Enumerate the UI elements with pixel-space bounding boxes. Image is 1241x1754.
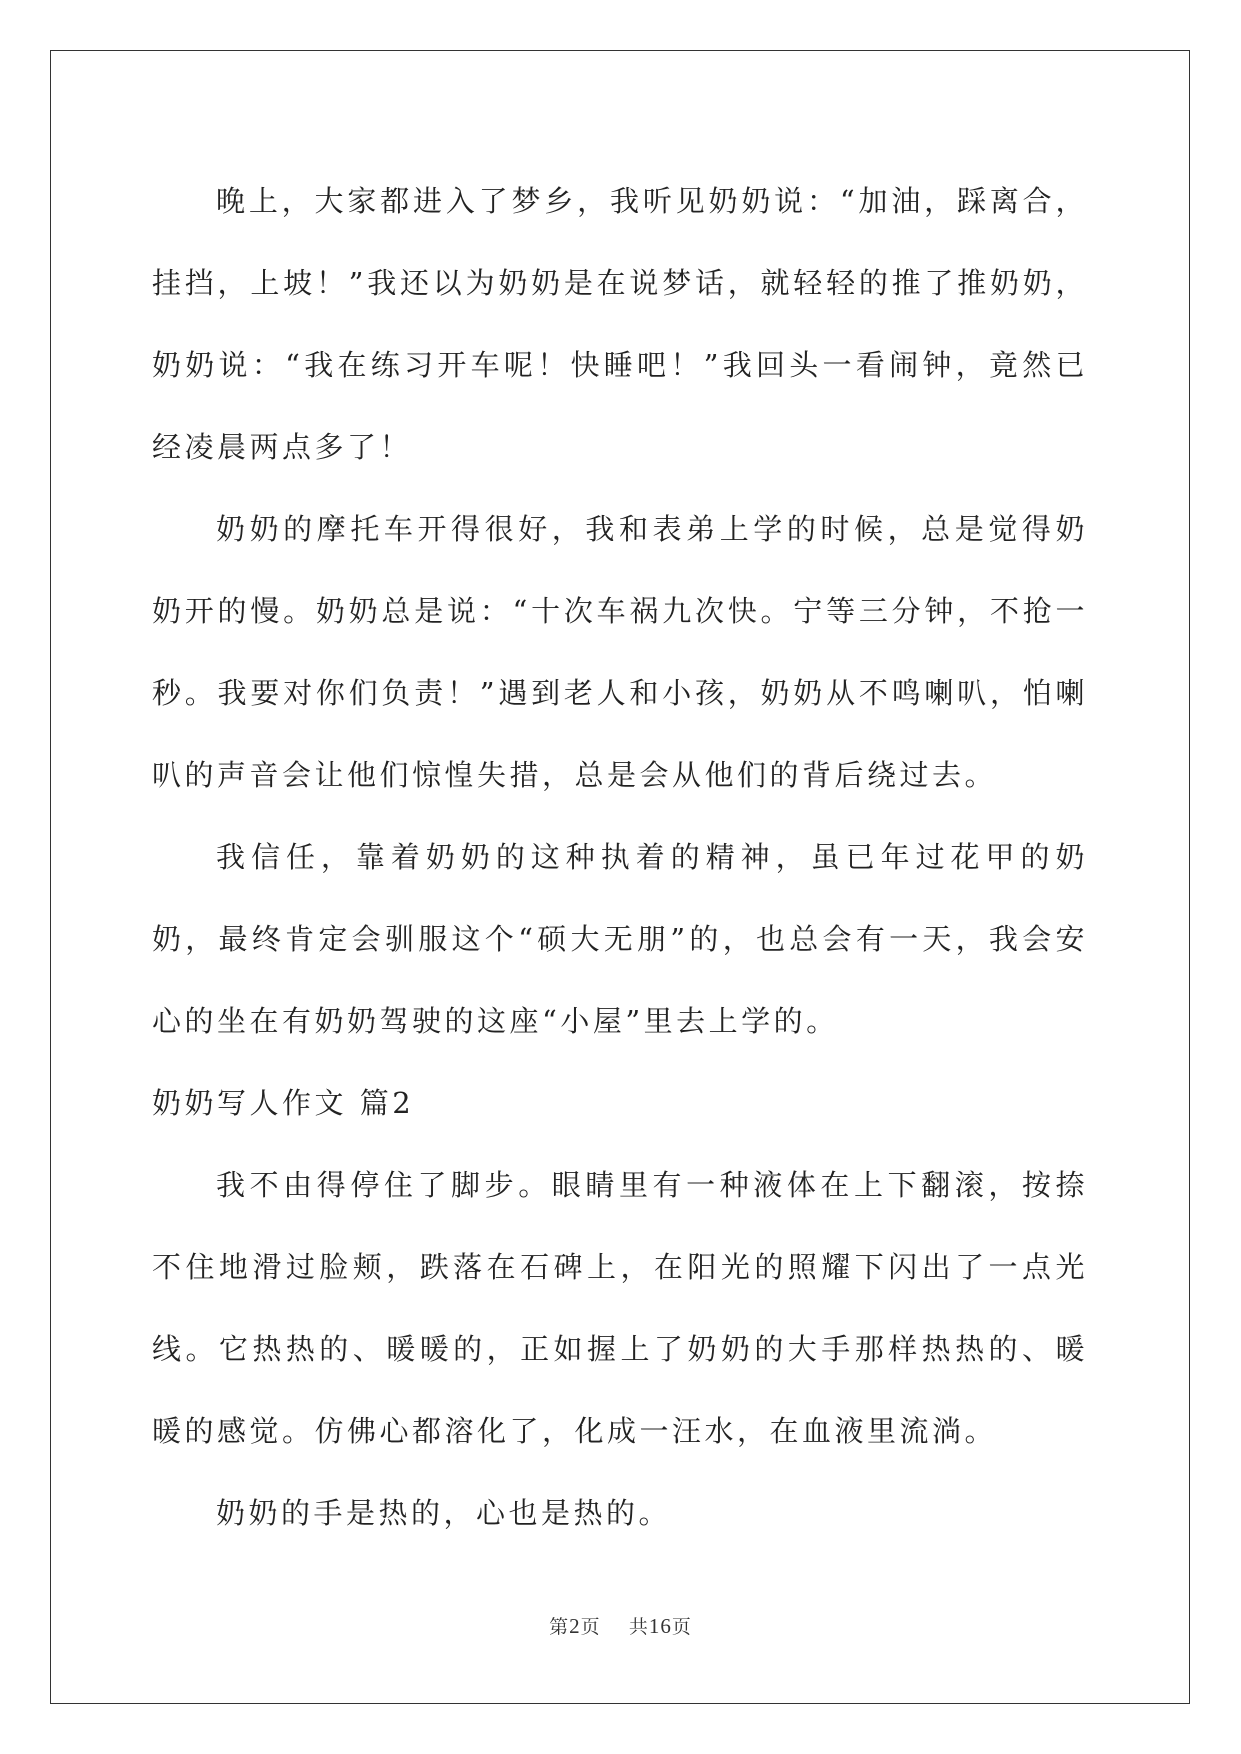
paragraph: 奶奶的手是热的，心也是热的。	[216, 1496, 672, 1530]
footer-total-pages: 16	[648, 1614, 672, 1638]
paragraph: 晚上，大家都进入了梦乡，我听见奶奶说：“加油，踩离合，挂挡，上坡！”我还以为奶奶是在说梦话，就轻轻的推了推奶奶，奶奶说：“我在练习开车呢！快睡吧！”我回头一看闹钟，竟然已经凌晨两点多了！	[152, 184, 1088, 464]
paragraph: 我信任，靠着奶奶的这种执着的精神，虽已年过花甲的奶奶，最终肯定会驯服这个“硕大无朋”的，也总会有一天，我会安心的坐在有奶奶驾驶的这座“小屋”里去上学的。	[152, 840, 1088, 1038]
paragraph: 奶奶的摩托车开得很好，我和表弟上学的时候，总是觉得奶奶开的慢。奶奶总是说：“十次车祸九次快。宁等三分钟，不抢一秒。我要对你们负责！”遇到老人和小孩，奶奶从不鸣喇叭，怕喇叭的声音会让他们惊惶失措，总是会从他们的背后绕过去。	[152, 512, 1088, 792]
section-heading: 奶奶写人作文 篇2	[152, 1086, 415, 1120]
document-body	[152, 160, 1088, 1554]
footer-page-suffix: 页	[580, 1616, 601, 1638]
page-footer	[0, 1612, 1241, 1639]
footer-page-number: 2	[569, 1614, 581, 1638]
footer-total-suffix: 页	[671, 1616, 692, 1638]
paragraph: 我不由得停住了脚步。眼睛里有一种液体在上下翻滚，按捺不住地滑过脸颊，跌落在石碑上，在阳光的照耀下闪出了一点光线。它热热的、暖暖的，正如握上了奶奶的大手那样热热的、暖暖的感觉。仿佛心都溶化了，化成一汪水，在血液里流淌。	[152, 1168, 1088, 1448]
footer-prefix: 第	[549, 1616, 570, 1638]
footer-total-prefix: 共	[628, 1616, 649, 1638]
